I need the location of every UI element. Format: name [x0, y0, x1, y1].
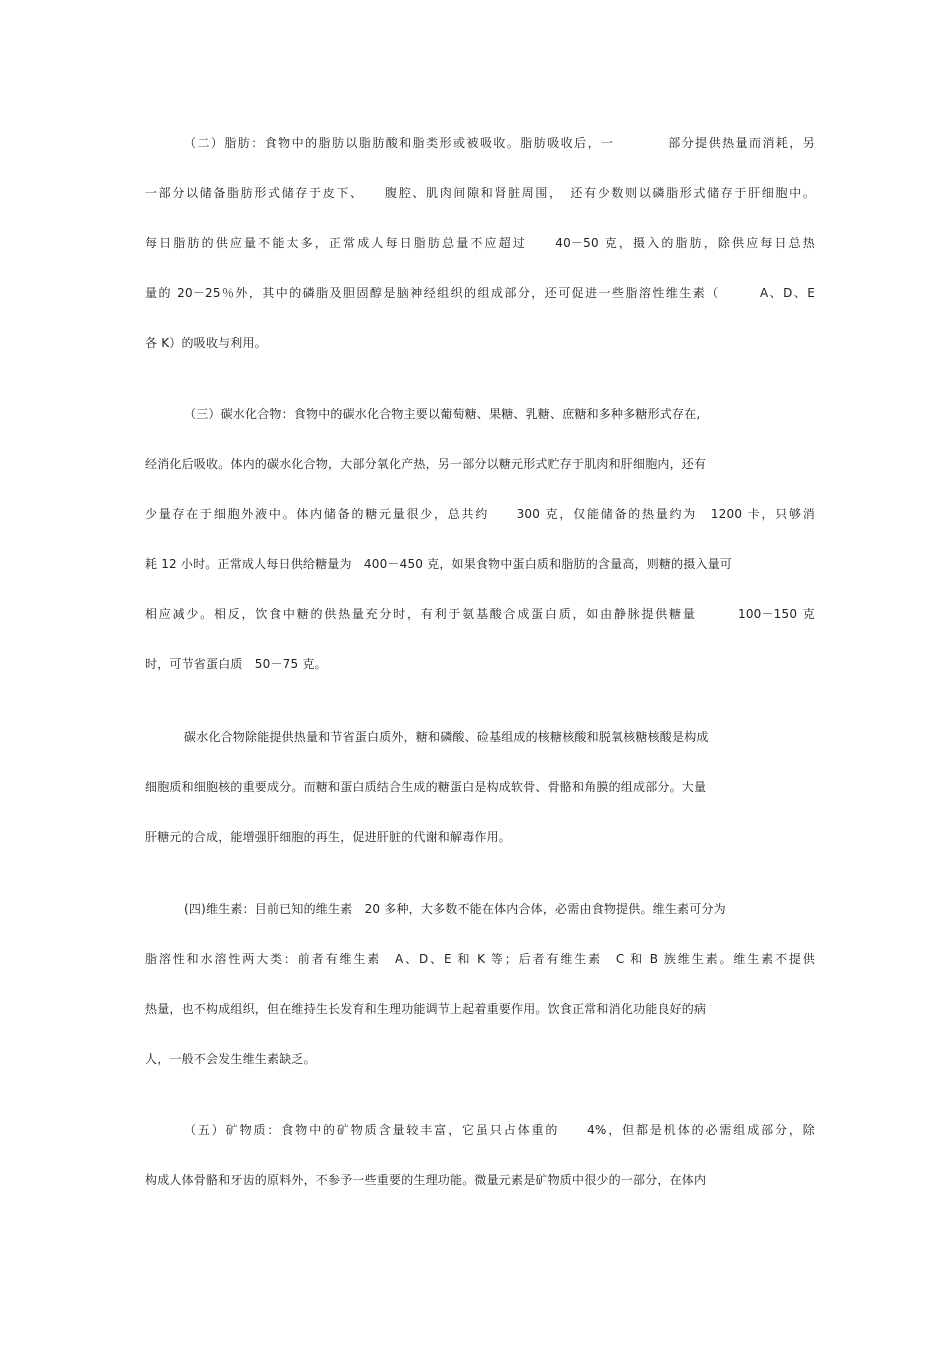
text-line: 一部分以储备脂肪形式储存于皮下、 腹腔、肌肉间隙和肾脏周围， 还有少数则以磷脂形式储存于肝细胞中。 — [145, 186, 815, 200]
text-line: （三）碳水化合物：食物中的碳水化合物主要以葡萄糖、果糖、乳糖、庶糖和多种多糖形式存在, — [184, 407, 701, 421]
text-line: 细胞质和细胞核的重要成分。而糖和蛋白质结合生成的糖蛋白是构成软骨、骨骼和角膜的组成部分。大量 — [145, 780, 707, 794]
text-line: 时，可节省蛋白质 50－75 克。 — [145, 657, 327, 671]
text-line: 经消化后吸收。体内的碳水化合物，大部分氧化产热，另一部分以糖元形式贮存于肌肉和肝细胞内，还有 — [145, 457, 707, 471]
text-line: （二）脂肪：食物中的脂肪以脂肪酸和脂类形或被吸收。脂肪吸收后，一 部分提供热量而消耗，另 — [184, 136, 815, 150]
text-line: （五）矿物质：食物中的矿物质含量较丰富，它虽只占体重的 4%，但都是机体的必需组成部分，除 — [184, 1123, 815, 1137]
text-line: 每日脂肪的供应量不能太多，正常成人每日脂肪总量不应超过 40－50 克，摄入的脂肪，除供应每日总热 — [145, 236, 815, 250]
text-line: 构成人体骨骼和牙齿的原料外，不参予一些重要的生理功能。微量元素是矿物质中很少的一部分，在体内 — [145, 1173, 707, 1187]
text-line: 相应减少。相反，饮食中糖的供热量充分时，有利于氨基酸合成蛋白质，如由静脉提供糖量 100－150 克 — [145, 607, 815, 621]
text-line: 脂溶性和水溶性两大类：前者有维生素 A、D、E 和 K 等；后者有维生素 C 和 B 族维生素。维生素不提供 — [145, 952, 815, 966]
text-line: 各 K）的吸收与利用。 — [145, 336, 267, 350]
text-line: 少量存在于细胞外液中。体内储备的糖元量很少，总共约 300 克，仅能储备的热量约为 1200 卡，只够消 — [145, 507, 815, 521]
text-line: 碳水化合物除能提供热量和节省蛋白质外，糖和磷酸、硷基组成的核糖核酸和脱氧核糖核酸是构成 — [184, 730, 709, 744]
text-line: 人，一般不会发生维生素缺乏。 — [145, 1052, 316, 1066]
text-line: (四)维生素：目前已知的维生素 20 多种，大多数不能在体内合体，必需由食物提供。维生素可分为 — [184, 902, 726, 916]
text-line: 肝糖元的合成，能增强肝细胞的再生，促进肝脏的代谢和解毒作用。 — [145, 830, 512, 844]
text-line: 耗 12 小时。正常成人每日供给糖量为 400－450 克，如果食物中蛋白质和脂肪的含量高，则糖的摄入量可 — [145, 557, 733, 571]
text-line: 量的 20－25％外，其中的磷脂及胆固醇是脑神经组织的组成部分，还可促进一些脂溶性维生素（ A、D、E — [145, 286, 815, 300]
text-line: 热量，也不构成组织，但在维持生长发育和生理功能调节上起着重要作用。饮食正常和消化功能良好的病 — [145, 1002, 707, 1016]
